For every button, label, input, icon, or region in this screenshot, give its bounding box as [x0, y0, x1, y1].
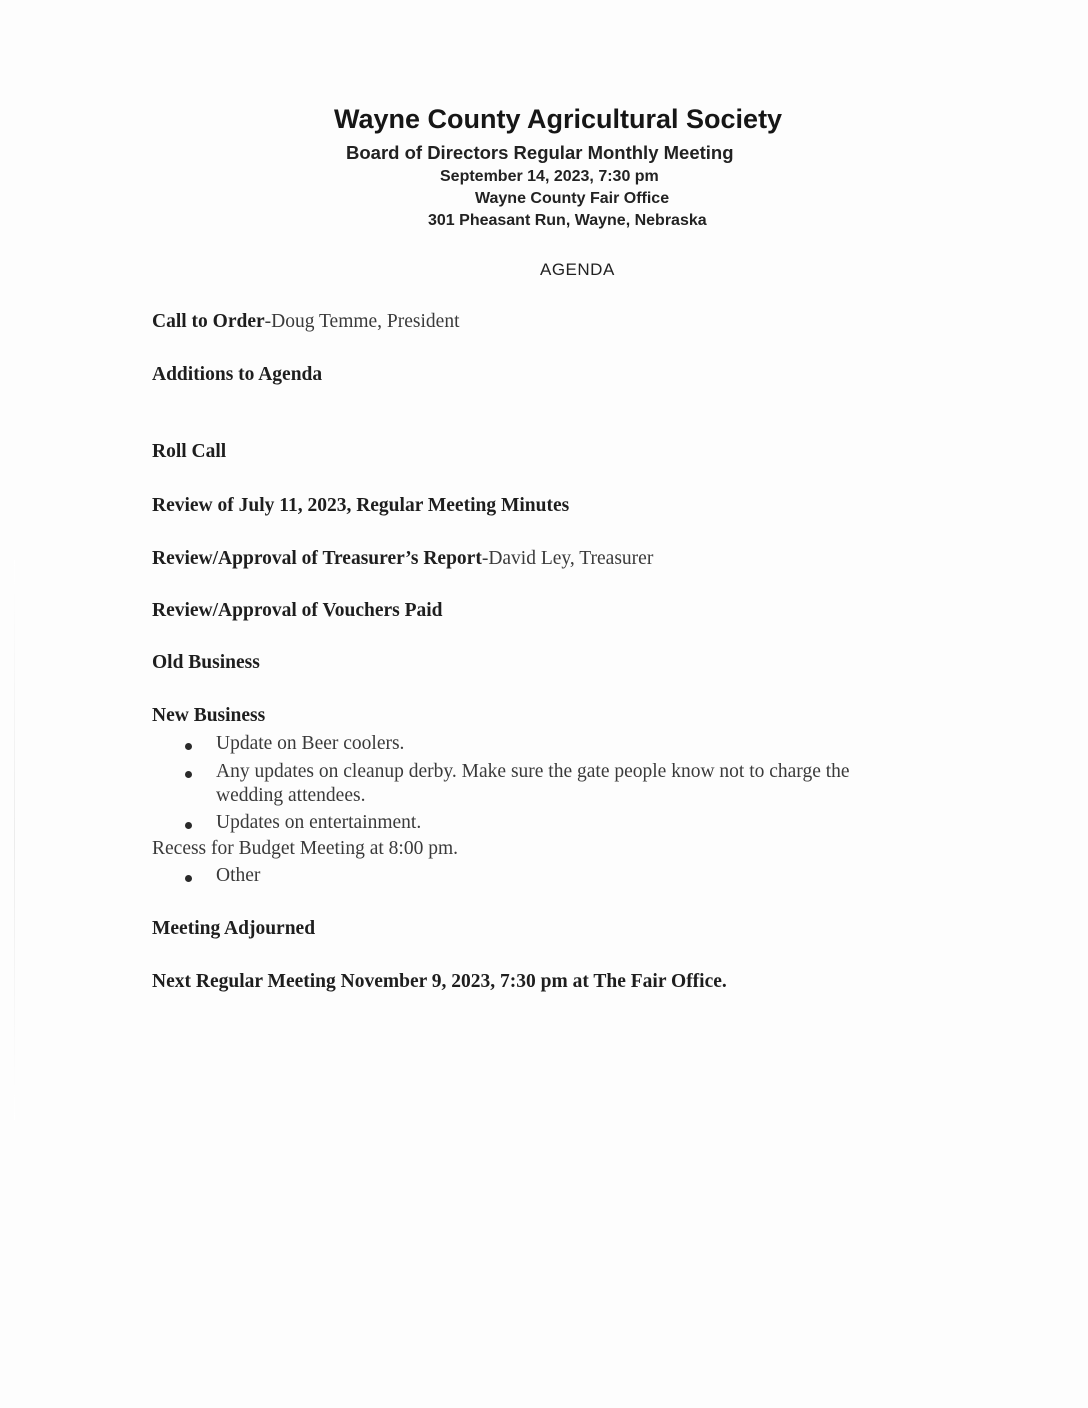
meeting-type: Board of Directors Regular Monthly Meeting — [346, 142, 734, 163]
call-to-order-label: Call to Order — [152, 311, 265, 332]
meeting-address: 301 Pheasant Run, Wayne, Nebraska — [428, 212, 707, 229]
review-minutes-label: Review of July 11, 2023, Regular Meeting Minutes — [152, 495, 570, 516]
bullet-icon — [185, 743, 192, 750]
agenda-item-additions — [152, 364, 322, 386]
old-business-label: Old Business — [152, 652, 260, 673]
bullet-text: Other — [216, 865, 261, 886]
new-business-label: New Business — [152, 705, 266, 726]
bullet-text: Update on Beer coolers. — [216, 733, 405, 754]
bullet-icon — [185, 875, 192, 882]
recess-note: Recess for Budget Meeting at 8:00 pm. — [152, 838, 458, 859]
agenda-item-treasurer-report — [152, 548, 653, 570]
agenda-item-call-to-order — [152, 311, 460, 333]
bullet-icon — [185, 822, 192, 829]
treasurer-detail: -David Ley, Treasurer — [481, 548, 654, 569]
agenda-item-old-business — [152, 652, 260, 674]
agenda-item-new-business — [152, 705, 265, 727]
agenda-item-adjourned — [152, 918, 315, 940]
additions-label: Additions to Agenda — [152, 364, 323, 385]
next-meeting-label: Next Regular Meeting November 9, 2023, 7:30 pm at The Fair Office. — [152, 971, 727, 992]
meeting-location: Wayne County Fair Office — [475, 190, 670, 207]
organization-title: Wayne County Agricultural Society — [334, 104, 783, 134]
bullet-text: Any updates on cleanup derby. Make sure the gate people know not to charge the — [216, 761, 850, 782]
adjourned-label: Meeting Adjourned — [152, 918, 316, 939]
agenda-item-roll-call — [152, 441, 226, 463]
vouchers-label: Review/Approval of Vouchers Paid — [152, 600, 443, 621]
bullet-icon — [185, 771, 192, 778]
call-to-order-detail: -Doug Temme, President — [264, 311, 460, 332]
bullet-text-continued: wedding attendees. — [216, 785, 366, 806]
agenda-item-review-minutes — [152, 495, 569, 517]
meeting-date-time: September 14, 2023, 7:30 pm — [440, 168, 659, 185]
roll-call-label: Roll Call — [152, 441, 227, 462]
treasurer-label: Review/Approval of Treasurer’s Report — [152, 548, 482, 569]
agenda-heading: AGENDA — [540, 260, 615, 279]
agenda-item-vouchers — [152, 600, 443, 622]
scan-edge-mark — [14, 560, 15, 1120]
agenda-item-next-meeting — [152, 971, 727, 993]
bullet-text: Updates on entertainment. — [216, 812, 422, 833]
